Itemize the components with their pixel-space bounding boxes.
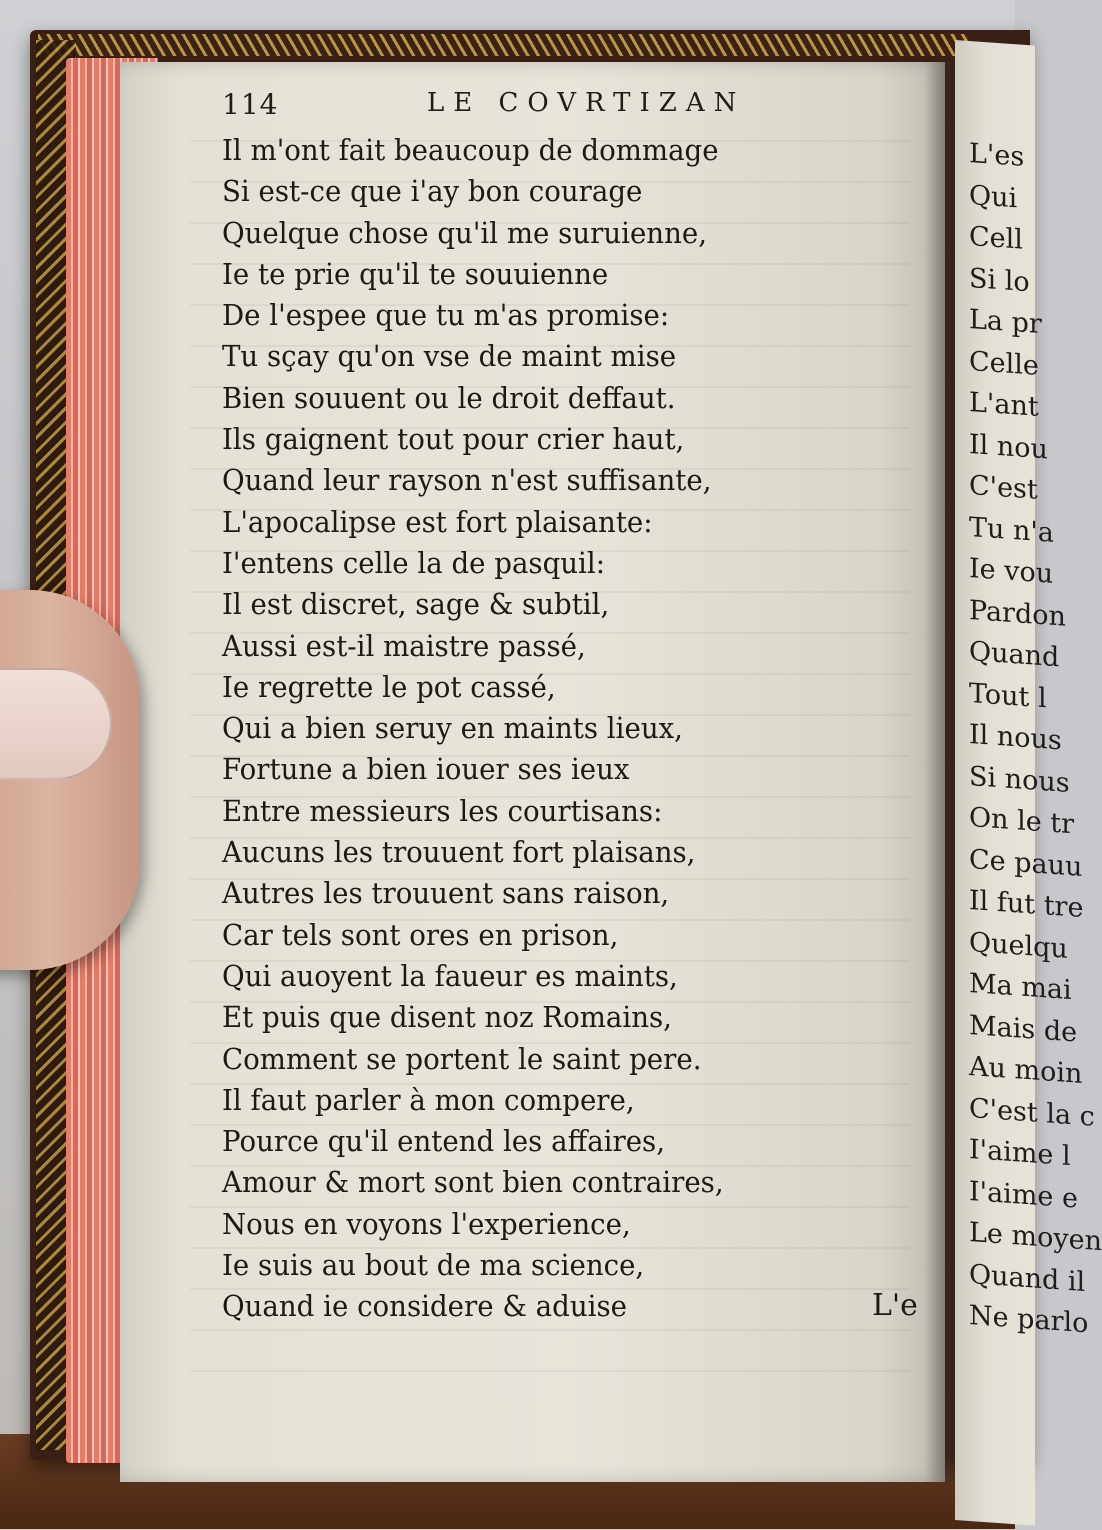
facing-page (955, 40, 1102, 1526)
facing-page-line: Tout l (969, 677, 1047, 714)
thumb (0, 590, 140, 970)
verse-line: Nous en voyons l'experience, (222, 1207, 631, 1241)
facing-page-line: Il nou (969, 428, 1048, 465)
facing-page-line: Si nous (969, 760, 1070, 799)
facing-page-line: C'est la c (969, 1092, 1095, 1133)
thumbnail (0, 668, 112, 780)
verse-line: De l'espee que tu m'as promise: (222, 299, 670, 333)
facing-page-line: Au moin (969, 1050, 1083, 1090)
verse-line: Bien souuent ou le droit deffaut. (222, 381, 676, 415)
verse-line: Fortune a bien iouer ses ieux (222, 753, 630, 787)
facing-page-line: I'aime l (969, 1133, 1071, 1173)
facing-page-line: La pr (969, 303, 1042, 341)
verse-line: Ie regrette le pot cassé, (222, 670, 556, 704)
facing-page-line: Pardon (969, 594, 1066, 633)
facing-page-line: Cell (969, 220, 1023, 256)
verse-line: L'apocalipse est fort plaisante: (222, 505, 653, 539)
verse-line: Et puis que disent noz Romains, (222, 1001, 672, 1035)
facing-page-line: On le tr (969, 801, 1075, 841)
facing-page-line: Il nous (969, 718, 1062, 757)
verse-line: Car tels sont ores en prison, (222, 918, 619, 952)
verse-line: Amour & mort sont bien contraires, (222, 1166, 724, 1200)
facing-page-line: Ie vou (969, 552, 1054, 590)
facing-page-line: I'aime e (969, 1175, 1078, 1215)
verse-line: Quand leur rayson n'est suffisante, (222, 464, 712, 498)
facing-page-lines (969, 133, 1102, 1346)
verse-line: Ie suis au bout de ma science, (222, 1249, 645, 1283)
verse-line: Il m'ont fait beaucoup de dommage (222, 134, 719, 167)
verse-list (222, 130, 862, 1328)
page-header (222, 88, 822, 128)
facing-page-line: Le moyen (969, 1216, 1102, 1258)
facing-page-line: L'es (969, 137, 1025, 173)
facing-page-line: Ma mai (969, 967, 1072, 1007)
verse-line: Tu sçay qu'on vse de maint mise (222, 340, 677, 374)
facing-page-line: Ce pauu (969, 843, 1083, 883)
verse-line: Quand ie considere & aduise (222, 1290, 627, 1324)
verse-line: Aussi est-il maistre passé, (222, 629, 586, 663)
verse-line: Entre messieurs les courtisans: (222, 794, 663, 828)
facing-page-line: C'est (969, 469, 1038, 506)
catchword: L'e (872, 1288, 918, 1323)
facing-page-line: Quand (969, 635, 1060, 674)
verse-line: Ils gaignent tout pour crier haut, (222, 423, 685, 457)
verse-line: Qui a bien seruy en maints lieux, (222, 712, 683, 746)
facing-page-line: Quelqu (969, 926, 1068, 965)
verse-line: Comment se portent le saint pere. (222, 1042, 702, 1076)
running-title: LE COVRTIZAN (427, 88, 746, 118)
verse-line: Il faut parler à mon compere, (222, 1083, 635, 1117)
verse-line: Qui auoyent la faueur es maints, (222, 959, 678, 993)
facing-page-line: Celle (969, 345, 1039, 382)
verse-line: Si est-ce que i'ay bon courage (222, 175, 643, 209)
page-number: 114 (222, 88, 279, 121)
facing-page-line: Mais de (969, 1009, 1078, 1049)
facing-page-line: Ne parlo (969, 1299, 1089, 1340)
verse-line: Quelque chose qu'il me suruienne, (222, 216, 707, 250)
facing-page-line: Qui (969, 179, 1018, 214)
verse-line: Pource qu'il entend les affaires, (222, 1125, 665, 1159)
facing-page-line: Tu n'a (969, 511, 1054, 549)
verse-line: I'entens celle la de pasquil: (222, 546, 606, 580)
facing-page-line: Quand il (969, 1258, 1086, 1298)
verse-line: Ie te prie qu'il te souuienne (222, 257, 609, 291)
facing-page-line: Il fut tre (969, 884, 1084, 924)
verse-line: Il est discret, sage & subtil, (222, 588, 610, 622)
facing-page-line: Si lo (969, 262, 1030, 298)
verse-line: Autres les trouuent sans raison, (222, 877, 670, 911)
verse-line: Aucuns les trouuent fort plaisans, (222, 836, 696, 870)
facing-page-line: L'ant (969, 386, 1039, 423)
gilt-border-top (38, 34, 968, 56)
